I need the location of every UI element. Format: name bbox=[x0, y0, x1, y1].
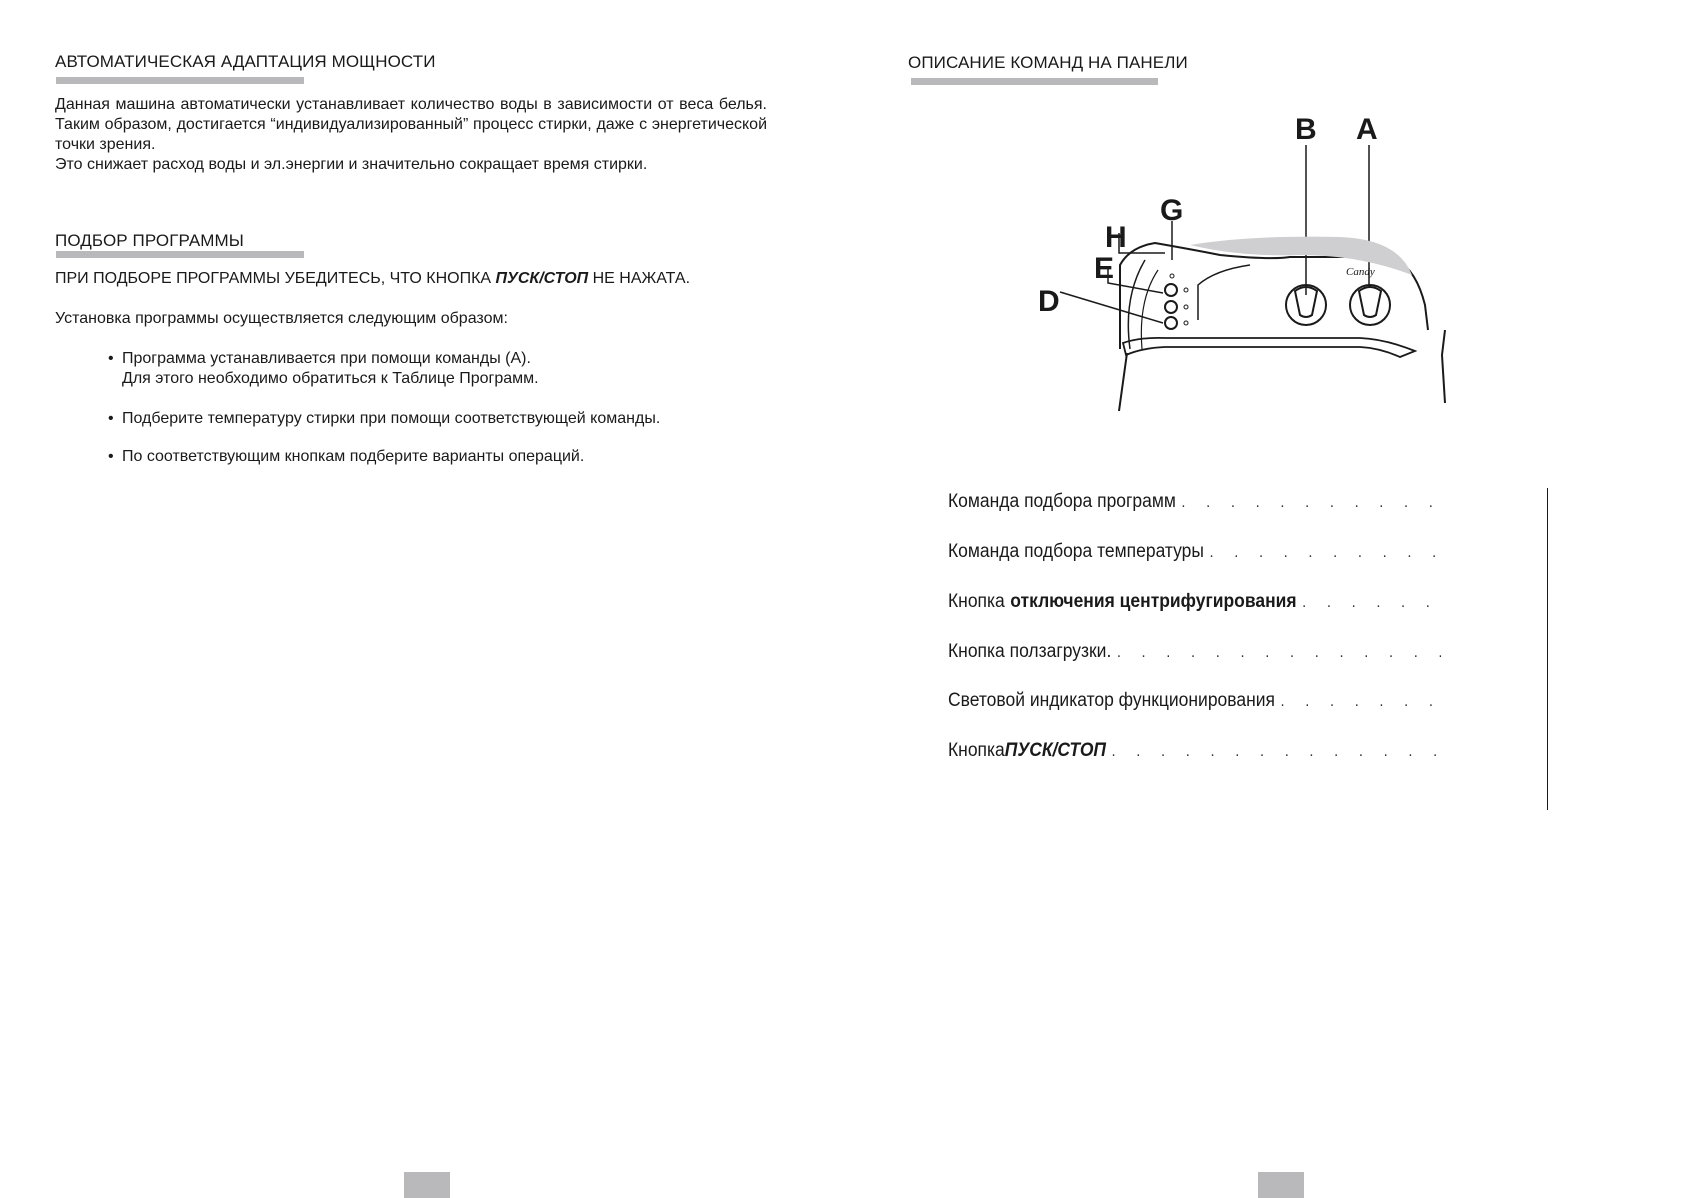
label-b: B bbox=[1295, 115, 1317, 146]
label-a: A bbox=[1356, 115, 1378, 146]
label-e: E bbox=[1094, 252, 1115, 285]
section-heading-power: АВТОМАТИЧЕСКАЯ АДАПТАЦИЯ МОЩНОСТИ bbox=[55, 52, 436, 71]
command-indicator-label: Световой индикатор функционирования bbox=[948, 690, 1275, 711]
column-divider bbox=[1547, 488, 1548, 810]
label-h: H bbox=[1105, 221, 1127, 254]
command-startstop-prefix: Кнопка bbox=[948, 740, 1005, 761]
warning-pre: ПРИ ПОДБОРЕ ПРОГРАММЫ УБЕДИТЕСЬ, ЧТО КНОПКА bbox=[55, 270, 496, 287]
command-temperature-row bbox=[948, 537, 1441, 563]
command-startstop-row bbox=[948, 736, 1441, 762]
bullet-dot: • bbox=[108, 410, 114, 427]
command-halfload-row bbox=[948, 637, 1441, 663]
heading-underline bbox=[911, 78, 1158, 85]
command-spin-row bbox=[948, 587, 1441, 613]
bullet-1-line-2: Для этого необходимо обратиться к Таблице Программ. bbox=[122, 370, 539, 387]
bullet-item-3 bbox=[108, 447, 584, 467]
program-intro: Установка программы осуществляется следующим образом: bbox=[55, 310, 508, 327]
bullet-2-text: Подберите температуру стирки при помощи соответствующей команды. bbox=[122, 410, 661, 427]
heading-underline bbox=[56, 251, 304, 258]
label-g: G bbox=[1160, 194, 1184, 227]
power-para-1: Данная машина автоматически устанавливает количество воды в зависимости от веса белья. Таким образом, достигается “индивидуализированный” процесс стирки, даже с энергетической точки зрения. bbox=[55, 96, 767, 153]
control-panel-diagram bbox=[1020, 115, 1460, 415]
section-heading-program: ПОДБОР ПРОГРАММЫ bbox=[55, 231, 244, 250]
page-number-box-right bbox=[1258, 1172, 1304, 1198]
command-program-row bbox=[948, 487, 1441, 513]
heading-underline bbox=[56, 77, 304, 84]
warning-line bbox=[55, 270, 690, 288]
bullet-item-2 bbox=[108, 409, 660, 429]
command-startstop-bold: ПУСК/СТОП bbox=[1004, 740, 1106, 761]
section-heading-panel: ОПИСАНИЕ КОМАНД НА ПАНЕЛИ bbox=[908, 53, 1188, 72]
command-indicator-row bbox=[948, 686, 1441, 712]
command-spin-bold: отключения центрифугирования bbox=[1010, 591, 1297, 612]
command-temperature-label: Команда подбора температуры bbox=[948, 541, 1204, 562]
label-d: D bbox=[1038, 285, 1060, 318]
power-paragraph bbox=[55, 95, 767, 175]
power-para-2: Это снижает расход воды и эл.энергии и значительно сокращает время стирки. bbox=[55, 156, 648, 173]
command-program-label: Команда подбора программ bbox=[948, 491, 1176, 512]
bullet-dot: • bbox=[108, 448, 114, 465]
warning-button-name: ПУСК/СТОП bbox=[495, 270, 589, 287]
brand-logo: Candy bbox=[1346, 266, 1375, 278]
bullet-dot: • bbox=[108, 350, 114, 367]
bullet-1-line-1: Программа устанавливается при помощи команды (A). bbox=[122, 350, 531, 367]
bullet-3-text: По соответствующим кнопкам подберите варианты операций. bbox=[122, 448, 585, 465]
command-halfload-label: Кнопка ползагрузки. bbox=[948, 641, 1112, 662]
page-number-box-left bbox=[404, 1172, 450, 1198]
command-spin-prefix: Кнопка bbox=[948, 591, 1005, 612]
bullet-item-1 bbox=[108, 349, 539, 389]
warning-post: НЕ НАЖАТА. bbox=[588, 270, 691, 287]
